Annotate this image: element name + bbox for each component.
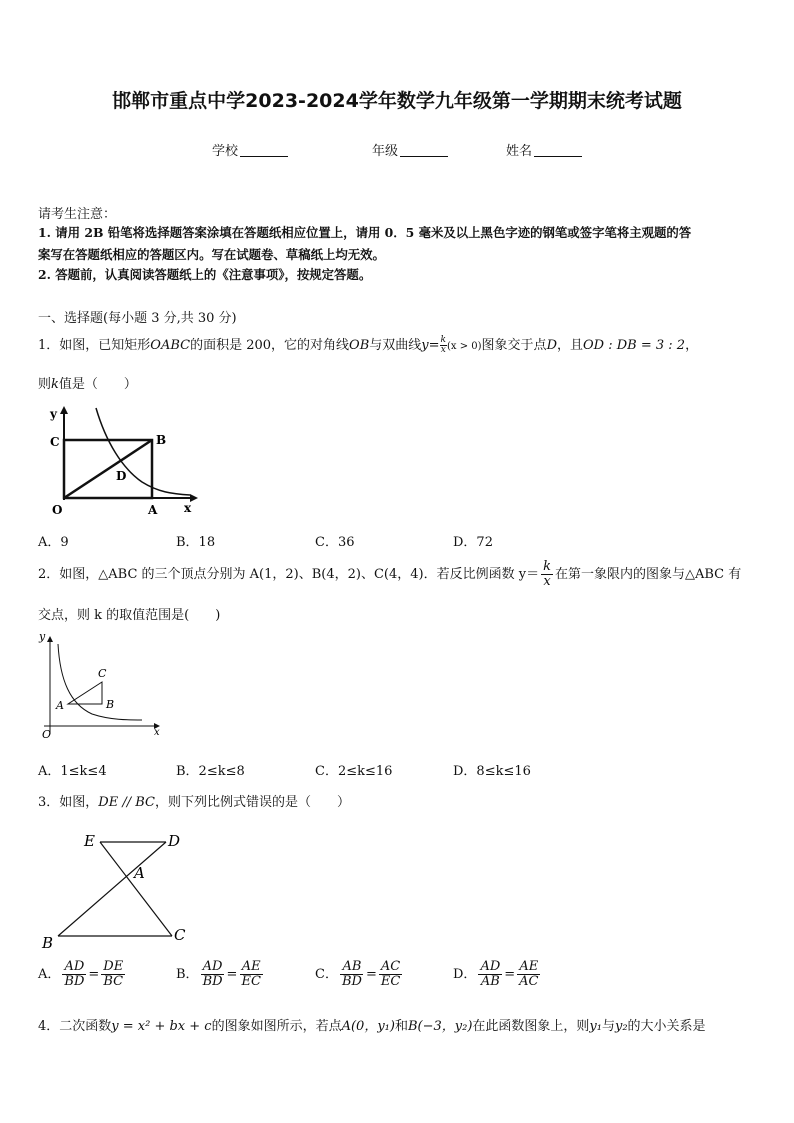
- q1-option-a[interactable]: A．9: [38, 535, 69, 550]
- q4-text-3: 和: [394, 1019, 408, 1034]
- grade-field[interactable]: [372, 140, 448, 159]
- q3-option-d-label: D．: [453, 967, 477, 982]
- q4-var-y2: y₂: [614, 1019, 628, 1034]
- q1-text-5: ，且: [557, 338, 584, 353]
- q2-option-b[interactable]: B．2≤k≤8: [176, 764, 245, 779]
- q2-text-1: 2．如图，△ABC 的三个顶点分别为 A(1，2)、B(4，2)、C(4，4)．若反比例函数 y＝: [38, 567, 540, 582]
- q2-label-y: y: [39, 630, 46, 643]
- q4-point-b: B(−3，y₂): [407, 1019, 473, 1034]
- notice-heading: 请考生注意：: [38, 207, 117, 222]
- q1-text-6: ，: [685, 338, 699, 353]
- q2-text-2: 在第一象限内的图象与△ABC 有: [554, 567, 742, 582]
- q4-func: y = x² + bx + c: [111, 1019, 212, 1034]
- q2-y-arrow: [47, 636, 53, 642]
- q3-label-e: E: [84, 832, 95, 850]
- q1-label-d: D: [116, 469, 127, 483]
- q1-point: D: [546, 338, 557, 353]
- q3-option-c[interactable]: [315, 960, 404, 989]
- q4-stem: [38, 1015, 706, 1034]
- q3-option-c-label: C．: [315, 967, 338, 982]
- q1-line2-b: 值是（ ）: [58, 377, 137, 392]
- q1-option-d[interactable]: D．72: [453, 535, 493, 550]
- q1-label-c: C: [50, 435, 60, 449]
- name-blank[interactable]: [534, 144, 582, 157]
- q3-option-c-n2: AC: [380, 959, 401, 974]
- grade-blank[interactable]: [400, 144, 448, 157]
- q2-option-d[interactable]: D．8≤k≤16: [453, 764, 531, 779]
- q1-label-y: y: [50, 407, 57, 421]
- q4-point-a: A(0，y₁): [341, 1019, 395, 1034]
- q3-segment-ec: [100, 842, 172, 936]
- q4-text-6: 的大小关系是: [627, 1019, 706, 1034]
- q1-y-arrow: [60, 406, 68, 414]
- q1-line2-k: k: [51, 377, 59, 392]
- name-label: 姓名: [506, 144, 533, 159]
- q3-option-b-frac1: [201, 960, 225, 989]
- q1-ratio: OD : DB = 3 : 2: [583, 338, 686, 353]
- q3-option-d-d1: AB: [480, 974, 500, 989]
- q3-option-a-d2: BC: [103, 974, 124, 989]
- q3-option-c-n1: AB: [342, 959, 362, 974]
- q3-option-b-n1: AD: [202, 959, 223, 974]
- q2-label-c: C: [98, 667, 107, 680]
- q3-option-d-d2: AC: [519, 974, 539, 989]
- q1-func-y: y: [421, 338, 429, 353]
- q1-hyperbola: [96, 408, 190, 495]
- q2-label-a: A: [56, 699, 64, 712]
- q3-option-d-n1: AD: [480, 959, 501, 974]
- q2-figure: [36, 630, 166, 742]
- notice-line-1a: 1. 请用 2B 铅笔将选择题答案涂填在答题纸相应位置上，请用 0．5 毫米及以上黑色字迹的钢笔或签字笔将主观题的答: [38, 225, 692, 240]
- notice-line-2: 2. 答题前，认真阅读答题纸上的《注意事项》，按规定答题。: [38, 267, 372, 282]
- q2-stem-line2: 交点，则 k 的取值范围是( ): [38, 608, 221, 623]
- q1-func-eq: =: [428, 338, 440, 353]
- q3-label-c: C: [174, 926, 186, 944]
- q3-label-d: D: [168, 832, 181, 850]
- q3-option-c-d1: BD: [341, 974, 362, 989]
- q1-label-o: O: [52, 503, 63, 517]
- q3-option-b[interactable]: [176, 960, 265, 989]
- q4-text-4: 在此函数图象上，则: [472, 1019, 590, 1034]
- name-field[interactable]: [506, 140, 582, 159]
- q3-option-b-eq: =: [226, 967, 238, 982]
- q3-option-d-eq: =: [504, 967, 516, 982]
- q4-text-1: 4．二次函数: [38, 1019, 112, 1034]
- q1-figure: [38, 402, 208, 518]
- q1-line2-a: 则: [38, 377, 52, 392]
- q1-option-c[interactable]: C．36: [315, 535, 355, 550]
- q3-option-b-n2: AE: [241, 959, 261, 974]
- page-title: 邯郸市重点中学2023-2024学年数学九年级第一学期期末统考试题: [112, 90, 682, 112]
- section-heading: 一、选择题(每小题 3 分,共 30 分): [38, 311, 237, 326]
- q2-label-b: B: [106, 698, 115, 711]
- q3-option-d[interactable]: [453, 960, 543, 989]
- q3-stem: [38, 791, 350, 810]
- q2-frac-num: k: [543, 559, 551, 574]
- q2-fraction: [541, 560, 553, 589]
- q2-stem: [38, 560, 741, 590]
- q1-stem-line2: [38, 373, 137, 392]
- notice-line-1b: 案写在答题纸相应的答题区内。写在试题卷、草稿纸上均无效。: [38, 247, 385, 262]
- q3-option-a-n2: DE: [103, 959, 124, 974]
- q4-text-5: 与: [601, 1019, 615, 1034]
- q1-text-4: 图象交于点: [481, 338, 547, 353]
- q4-var-y1: y₁: [589, 1019, 602, 1034]
- q1-text-3: 与双曲线: [369, 338, 422, 353]
- q2-triangle: [68, 682, 102, 704]
- q1-x-arrow: [190, 494, 198, 502]
- q1-label-a: A: [148, 503, 158, 517]
- q1-text-2: 的面积是 200，它的对角线: [190, 338, 350, 353]
- q2-option-c[interactable]: C．2≤k≤16: [315, 764, 393, 779]
- q3-option-c-eq: =: [365, 967, 377, 982]
- q3-condition: DE // BC: [98, 795, 155, 810]
- q1-stem: [38, 334, 698, 359]
- q1-diag: OB: [349, 338, 370, 353]
- q1-label-x: x: [184, 501, 192, 515]
- q3-label-b: B: [42, 934, 54, 952]
- q3-option-b-frac2: [239, 960, 262, 989]
- q3-option-c-d2: EC: [380, 974, 401, 989]
- q1-text-1: 1．如图，已知矩形: [38, 338, 151, 353]
- q3-option-b-d1: BD: [202, 974, 223, 989]
- q3-label-a: A: [134, 864, 145, 882]
- q3-option-d-frac2: [517, 960, 540, 989]
- q1-frac-den: x: [440, 345, 446, 355]
- q4-text-2: 的图象如图所示，若点: [211, 1019, 342, 1034]
- q2-label-o: O: [42, 728, 52, 741]
- q1-label-b: B: [156, 433, 167, 447]
- q3-option-a-d1: BD: [64, 974, 85, 989]
- q3-option-c-frac1: [340, 960, 364, 989]
- q3-option-b-d2: EC: [241, 974, 261, 989]
- q2-frac-den: x: [543, 574, 551, 589]
- q1-frac-num: k: [440, 335, 446, 345]
- q3-option-a[interactable]: [38, 960, 127, 989]
- q3-option-a-eq: =: [88, 967, 100, 982]
- school-field[interactable]: [212, 140, 288, 159]
- q3-figure: [38, 826, 198, 952]
- q3-option-a-frac2: [101, 960, 125, 989]
- q3-option-c-frac2: [379, 960, 402, 989]
- q3-option-a-label: A．: [38, 967, 61, 982]
- grade-label: 年级: [372, 144, 399, 159]
- q3-text-1: 3．如图，: [38, 795, 99, 810]
- q3-option-b-label: B．: [176, 967, 199, 982]
- q3-option-a-frac1: [62, 960, 86, 989]
- q1-option-b[interactable]: B．18: [176, 535, 216, 550]
- q3-option-a-n1: AD: [64, 959, 85, 974]
- q3-segment-db: [58, 842, 166, 936]
- q1-rect: OABC: [150, 338, 191, 353]
- q3-option-d-n2: AE: [519, 959, 539, 974]
- q1-fraction: [440, 336, 447, 355]
- q2-label-x: x: [154, 727, 160, 738]
- school-blank[interactable]: [240, 144, 288, 157]
- school-label: 学校: [212, 144, 239, 159]
- q1-diagonal: [64, 440, 152, 498]
- q1-func-cond: (x > 0): [447, 341, 482, 352]
- q2-hyperbola: [58, 644, 142, 720]
- q3-option-d-frac1: [478, 960, 502, 989]
- q3-text-2: ，则下列比例式错误的是（ ）: [154, 795, 350, 810]
- q2-option-a[interactable]: A．1≤k≤4: [38, 764, 107, 779]
